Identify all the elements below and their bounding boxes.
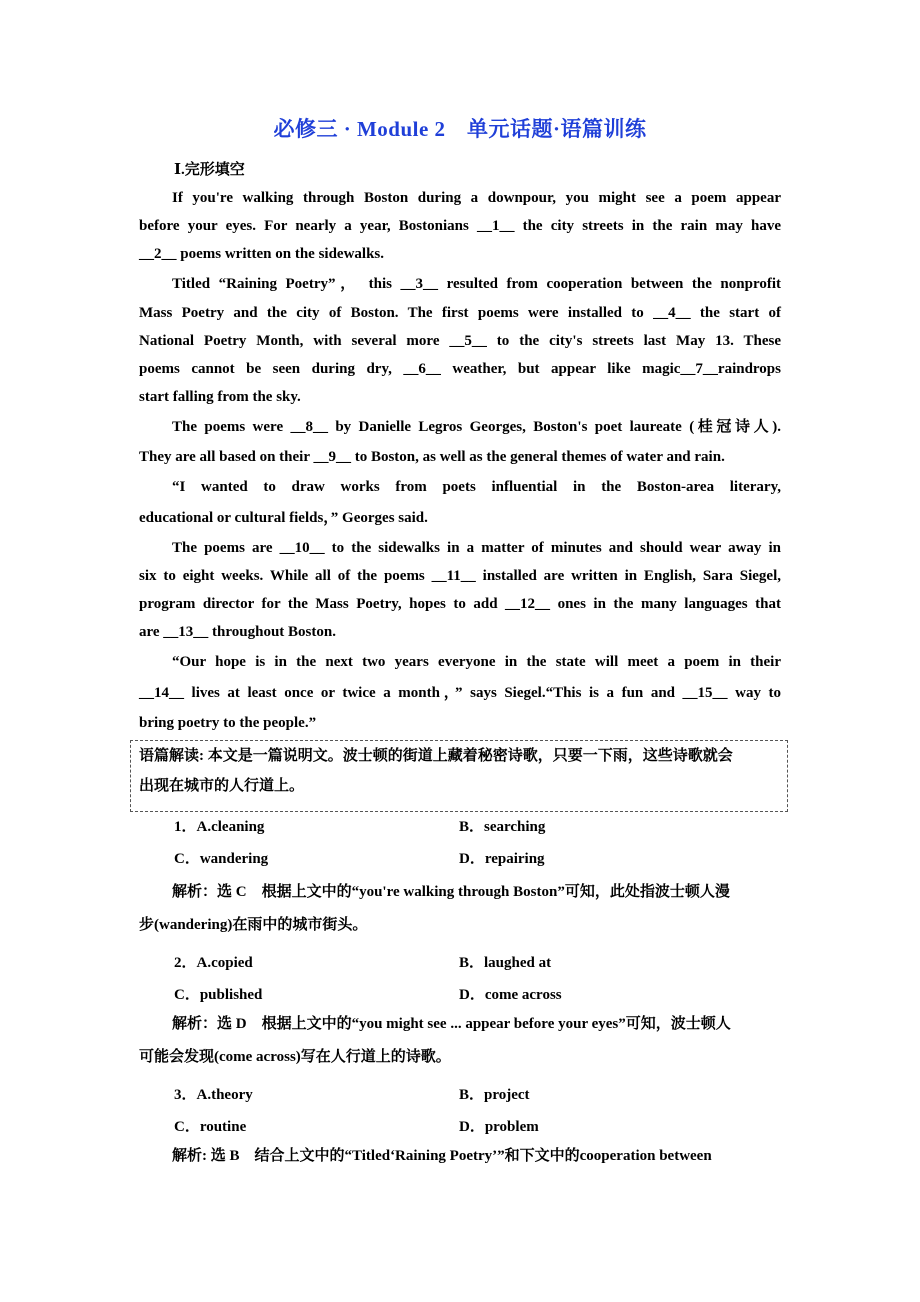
passage-line: The poems were __8__ by Danielle Legros Georges, Boston's poet laureate (桂冠诗人). [172, 419, 781, 435]
passage-line: __14__ lives at least once or twice a month，” says Siegel.“This is a fun and __15__ way to [139, 685, 781, 701]
analysis-line: 解析: 选 B 结合上文中的“Titled‘Raining Poetry’”和下文中的cooperation between [172, 1148, 712, 1164]
passage-line: If you're walking through Boston during a downpour, you might see a poem appear [172, 190, 781, 206]
option-d: D．come across [459, 987, 562, 1003]
passage-line: start falling from the sky. [139, 389, 301, 405]
summary-line: 出现在城市的人行道上。 [139, 778, 305, 794]
passage-line: bring poetry to the people.” [139, 715, 317, 731]
passage-line: “I wanted to draw works from poets influential in the Boston-area literary, [172, 479, 781, 495]
passage-line: National Poetry Month, with several more __5__ to the city's streets last May 13. These [139, 333, 781, 349]
passage-line: poems cannot be seen during dry, __6__ weather, but appear like magic__7__raindrops [139, 361, 781, 377]
option-a: 3．A.theory [174, 1087, 253, 1103]
option-a: 1．A.cleaning [174, 819, 265, 835]
option-a: 2．A.copied [174, 955, 253, 971]
analysis [139, 876, 781, 942]
passage-line: educational or cultural fields，” Georges said. [139, 510, 428, 526]
passage-line: The poems are __10__ to the sidewalks in a matter of minutes and should wear away in [172, 540, 781, 556]
passage-line: program director for the Mass Poetry, hopes to add __12__ ones in the many languages that [139, 596, 781, 612]
section-heading: Ⅰ.完形填空 [174, 162, 245, 178]
option-c: C．published [174, 987, 263, 1003]
passage-line: Mass Poetry and the city of Boston. The first poems were installed to __4__ the start of [139, 305, 781, 321]
option-b: B．laughed at [459, 955, 552, 971]
passage-line: __2__ poems written on the sidewalks. [139, 246, 385, 262]
analysis-line: 解析：选 C 根据上文中的“you're walking through Boston”可知，此处指波士顿人漫 [172, 884, 730, 900]
passage-line: They are all based on their __9__ to Boston, as well as the general themes of water and rain. [139, 449, 725, 465]
option-c: C．routine [174, 1119, 247, 1135]
analysis [139, 1140, 781, 1173]
analysis-line: 可能会发现(come across)写在人行道上的诗歌。 [139, 1049, 451, 1065]
passage-line: six to eight weeks. While all of the poems __11__ installed are written in English, Sara Siegel, [139, 568, 781, 584]
page-title: 必修三 · Module 2 单元话题·语篇训练 [273, 117, 647, 141]
analysis-line: 解析：选 D 根据上文中的“you might see ... appear before your eyes”可知，波士顿人 [172, 1016, 731, 1032]
option-d: D．repairing [459, 851, 545, 867]
passage-line: are __13__ throughout Boston. [139, 624, 336, 640]
option-b: B．project [459, 1087, 530, 1103]
passage-line: “Our hope is in the next two years everyone in the state will meet a poem in their [172, 654, 781, 670]
summary-text [139, 741, 781, 801]
option-b: B．searching [459, 819, 546, 835]
option-c: C．wandering [174, 851, 269, 867]
passage-line: Titled “Raining Poetry”， this __3__ resulted from cooperation between the nonprofit [172, 276, 781, 292]
passage-line: before your eyes. For nearly a year, Bostonians __1__ the city streets in the rain may have [139, 218, 781, 234]
option-d: D．problem [459, 1119, 539, 1135]
analysis [139, 1008, 781, 1074]
analysis-line: 步(wandering)在雨中的城市街头。 [139, 917, 368, 933]
summary-line: 语篇解读: 本文是一篇说明文。波士顿的街道上藏着秘密诗歌，只要一下雨，这些诗歌就会 [139, 748, 733, 764]
